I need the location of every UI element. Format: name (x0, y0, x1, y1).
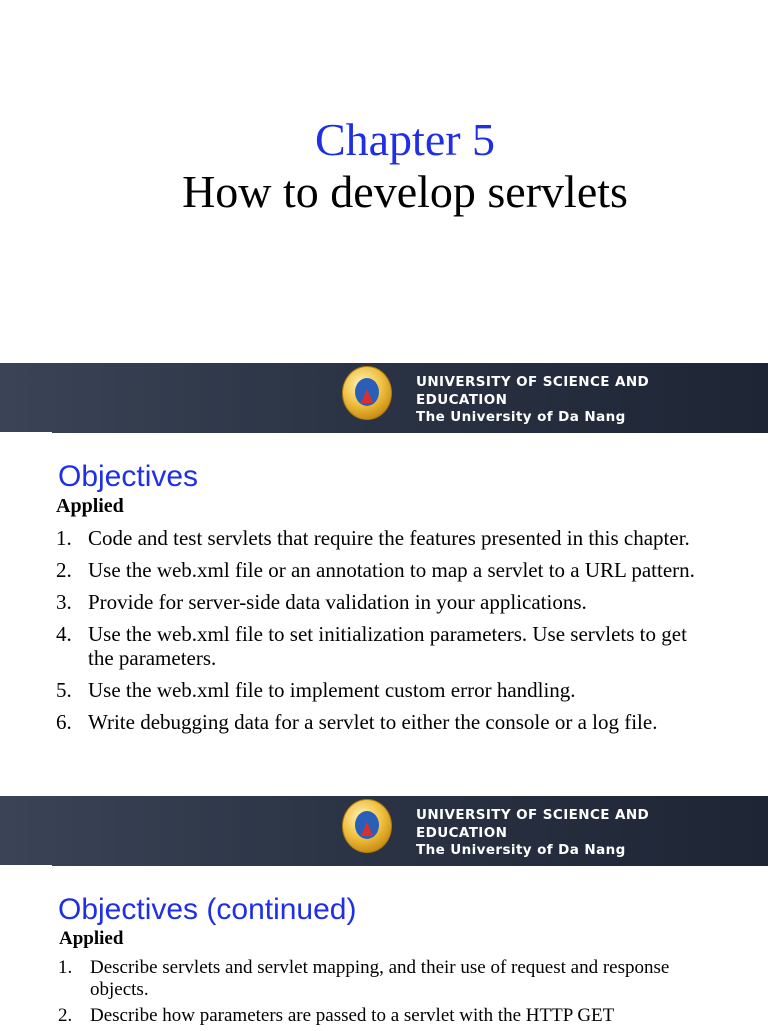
list-item: 1. Code and test servlets that require the features presented in this chapter. (56, 526, 690, 550)
title-slide (0, 0, 768, 362)
university-name-line2: EDUCATION (416, 824, 508, 841)
university-banner (0, 363, 768, 433)
applied-subheading: Applied (56, 495, 124, 517)
list-item: 6. Write debugging data for a servlet to either the console or a log file. (56, 710, 658, 734)
objectives-heading: Objectives (58, 460, 199, 493)
university-name (416, 374, 649, 427)
university-name-line1: UNIVERSITY OF SCIENCE AND (416, 374, 650, 390)
university-name-line1: UNIVERSITY OF SCIENCE AND (416, 807, 650, 823)
chapter-subtitle: How to develop servlets (182, 166, 628, 217)
list-item: 1. Describe servlets and servlet mapping, and their use of request and response objects. (58, 957, 670, 1000)
university-name-line3: The University of Da Nang (416, 409, 626, 425)
university-name-line2: EDUCATION (416, 391, 508, 408)
list-item: 5. Use the web.xml file to implement custom error handling. (56, 678, 576, 702)
university-banner (0, 796, 768, 866)
university-name-line3: The University of Da Nang (416, 842, 626, 858)
list-item: 2. Describe how parameters are passed to a servlet with the HTTP GET (58, 1005, 615, 1026)
list-item: 4. Use the web.xml file to set initialization parameters. Use servlets to get the parameters. (56, 622, 687, 670)
objectives-list (58, 957, 698, 1031)
objectives-continued-heading: Objectives (continued) (58, 893, 357, 926)
university-name (416, 807, 649, 860)
university-seal-icon (342, 366, 392, 420)
list-item: 2. Use the web.xml file or an annotation to map a servlet to a URL pattern. (56, 558, 695, 582)
objectives-list (56, 526, 716, 742)
list-item: 3. Provide for server-side data validation in your applications. (56, 590, 587, 614)
chapter-title: Chapter 5 (314, 114, 496, 165)
applied-subheading: Applied (59, 928, 124, 949)
university-seal-icon (342, 799, 392, 853)
